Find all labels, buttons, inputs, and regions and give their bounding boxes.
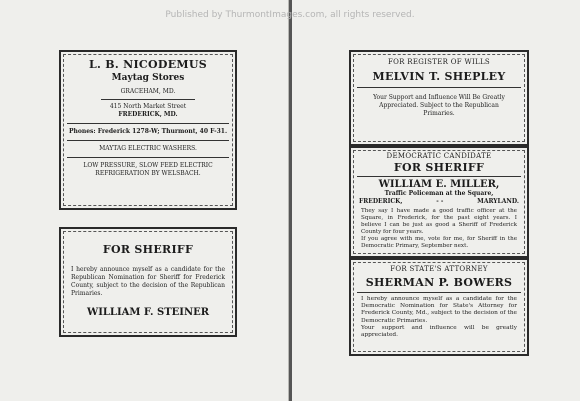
ad-name: L. B. NICODEMUS [88, 58, 208, 71]
divider [67, 123, 229, 124]
ad-heading: FOR SHERIFF [393, 161, 485, 174]
location-state: MARYLAND. [477, 198, 519, 205]
miller-ad [349, 146, 529, 258]
divider [67, 140, 229, 141]
ad-line3: REFRIGERATION BY WELSBACH. [95, 170, 201, 177]
ad-office: FOR REGISTER OF WILLS [387, 58, 491, 66]
ad-body-2: Your support and influence will be greatly appreciated. [361, 324, 517, 339]
ad-body: I hereby announce myself as a candidate for the Republican Nomination for Sheriff for Frederick County, subject to the decision of the Republican Primaries. [71, 266, 225, 297]
ad-heading: FOR SHERIFF [102, 243, 194, 256]
ad-line1: MAYTAG ELECTRIC WASHERS. [99, 145, 197, 152]
divider [357, 87, 521, 88]
bowers-ad [349, 258, 529, 356]
divider [67, 157, 229, 158]
ad-body-1: I hereby announce myself as a candidate for the Democratic Nomination for State's Attorney for Frederick County, Md., subject to the decision of the Democratic Primaries. [361, 296, 517, 324]
ad-town: GRACEHAM, MD. [120, 88, 176, 95]
ad-candidate: WILLIAM E. MILLER, [378, 179, 500, 190]
ad-phones: Phones: Frederick 1278-W; Thurmont, 40 F-31. [68, 128, 228, 135]
ad-title: Traffic Policeman at the Square, [384, 190, 494, 197]
steiner-ad [59, 227, 237, 337]
location-dashes: - - [436, 198, 444, 205]
location-city: FREDERICK, [359, 198, 403, 205]
ad-candidate: WILLIAM F. STEINER [86, 307, 210, 318]
divider [101, 99, 195, 100]
ad-line2: LOW PRESSURE, SLOW FEED ELECTRIC [83, 162, 213, 169]
ad-location [351, 198, 527, 206]
ad-party: DEMOCRATIC CANDIDATE [386, 152, 492, 160]
ad-office: FOR STATE'S ATTORNEY [390, 265, 488, 273]
ad-business: Maytag Stores [111, 73, 185, 83]
ad-city: FREDERICK, MD. [118, 111, 178, 118]
ad-candidate: SHERMAN P. BOWERS [365, 276, 513, 289]
ad-body: Your Support and Influence Will Be Greatly Appreciated. Subject to the Republican Primaries. [373, 94, 505, 117]
ad-body-1: They say I have made a good traffic officer at the Square, in Frederick, for the past eight years. I believe I can be just as good a Sheriff of Frederick County for four years. [361, 208, 517, 235]
nicodemus-ad [59, 50, 237, 210]
divider [357, 292, 521, 293]
ad-candidate: MELVIN T. SHEPLEY [372, 70, 506, 83]
divider [357, 176, 521, 177]
watermark: Published by ThurmontImages.com, all rights reserved. [165, 10, 415, 20]
ad-body-2: If you agree with me, vote for me, for Sheriff in the Democratic Primary, September next. [361, 236, 517, 249]
ad-street: 415 North Market Street [109, 103, 187, 110]
shepley-ad [349, 50, 529, 146]
